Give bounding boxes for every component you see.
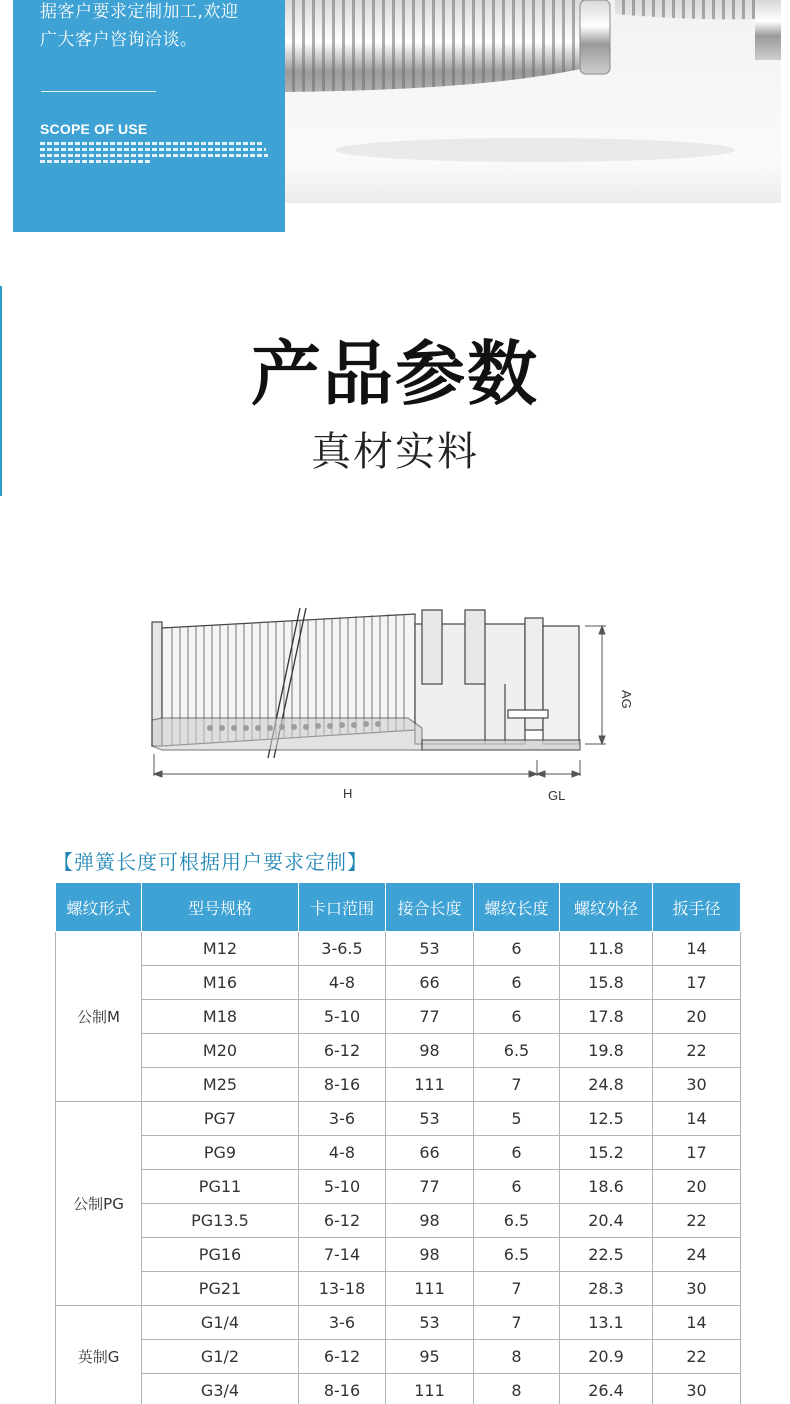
intro-text-line: 广大客户咨询洽谈。 <box>40 30 198 50</box>
table-cell: 28.3 <box>560 1272 653 1306</box>
table-cell: M25 <box>142 1068 299 1102</box>
table-cell: 111 <box>386 1374 474 1404</box>
table-row <box>56 1204 741 1238</box>
table-cell: 22 <box>653 1034 741 1068</box>
table-cell: 13.1 <box>560 1306 653 1340</box>
table-cell: M20 <box>142 1034 299 1068</box>
column-header: 卡口范围 <box>299 883 386 932</box>
table-cell: 19.8 <box>560 1034 653 1068</box>
table-row <box>56 966 741 1000</box>
table-cell: 6.5 <box>474 1034 560 1068</box>
table-cell: G3/4 <box>142 1374 299 1404</box>
table-cell: 15.8 <box>560 966 653 1000</box>
product-photo <box>285 0 781 203</box>
table-cell: 6 <box>474 1136 560 1170</box>
table-cell: PG21 <box>142 1272 299 1306</box>
table-cell: PG9 <box>142 1136 299 1170</box>
table-cell: 18.6 <box>560 1170 653 1204</box>
dimension-ag-label: AG <box>619 690 634 709</box>
column-header: 螺纹外径 <box>560 883 653 932</box>
table-cell: 6 <box>474 932 560 966</box>
column-header: 接合长度 <box>386 883 474 932</box>
table-row <box>56 1272 741 1306</box>
spec-table <box>55 882 741 1404</box>
table-row <box>56 1306 741 1340</box>
table-cell: 5-10 <box>299 1000 386 1034</box>
table-cell: 98 <box>386 1034 474 1068</box>
thread-type-cell: 公制M <box>56 932 142 1102</box>
divider <box>41 91 156 92</box>
table-cell: 5 <box>474 1102 560 1136</box>
table-row <box>56 1000 741 1034</box>
table-row <box>56 1068 741 1102</box>
table-cell: 7-14 <box>299 1238 386 1272</box>
table-row <box>56 1170 741 1204</box>
table-cell: 77 <box>386 1170 474 1204</box>
table-cell: 17.8 <box>560 1000 653 1034</box>
table-cell: PG13.5 <box>142 1204 299 1238</box>
table-cell: 4-8 <box>299 966 386 1000</box>
column-header: 扳手径 <box>653 883 741 932</box>
table-cell: 30 <box>653 1374 741 1404</box>
table-cell: M18 <box>142 1000 299 1034</box>
thread-type-cell: 公制PG <box>56 1102 142 1306</box>
table-cell: 95 <box>386 1340 474 1374</box>
table-cell: 66 <box>386 1136 474 1170</box>
thread-type-cell: 英制G <box>56 1306 142 1404</box>
table-cell: 22 <box>653 1204 741 1238</box>
table-header-row <box>56 883 741 932</box>
table-cell: 15.2 <box>560 1136 653 1170</box>
table-cell: 17 <box>653 1136 741 1170</box>
table-cell: PG11 <box>142 1170 299 1204</box>
page-subtitle: 真材实料 <box>311 429 479 475</box>
dimension-gl-label: GL <box>548 788 566 803</box>
table-cell: 98 <box>386 1204 474 1238</box>
table-cell: 20.4 <box>560 1204 653 1238</box>
table-cell: 22.5 <box>560 1238 653 1272</box>
scope-fine-print <box>40 142 268 166</box>
column-header: 螺纹长度 <box>474 883 560 932</box>
table-cell: 24.8 <box>560 1068 653 1102</box>
table-row <box>56 1238 741 1272</box>
table-row <box>56 1340 741 1374</box>
table-cell: G1/4 <box>142 1306 299 1340</box>
table-cell: 6.5 <box>474 1238 560 1272</box>
scope-title: SCOPE OF USE <box>40 121 148 137</box>
column-header: 螺纹形式 <box>56 883 142 932</box>
table-cell: 7 <box>474 1068 560 1102</box>
table-cell: 14 <box>653 1306 741 1340</box>
table-cell: 66 <box>386 966 474 1000</box>
table-cell: G1/2 <box>142 1340 299 1374</box>
table-cell: 4-8 <box>299 1136 386 1170</box>
table-cell: 8 <box>474 1374 560 1404</box>
page-title: 产品参数 <box>251 333 539 415</box>
table-row <box>56 1102 741 1136</box>
table-cell: M12 <box>142 932 299 966</box>
table-cell: 7 <box>474 1272 560 1306</box>
table-cell: 3-6 <box>299 1306 386 1340</box>
table-cell: M16 <box>142 966 299 1000</box>
table-cell: PG16 <box>142 1238 299 1272</box>
table-row <box>56 1034 741 1068</box>
table-cell: 20 <box>653 1170 741 1204</box>
table-cell: 7 <box>474 1306 560 1340</box>
table-cell: 17 <box>653 966 741 1000</box>
table-cell: 13-18 <box>299 1272 386 1306</box>
table-cell: 53 <box>386 932 474 966</box>
table-cell: 53 <box>386 1102 474 1136</box>
table-cell: 8 <box>474 1340 560 1374</box>
table-cell: PG7 <box>142 1102 299 1136</box>
table-cell: 6 <box>474 966 560 1000</box>
table-cell: 111 <box>386 1068 474 1102</box>
table-cell: 20.9 <box>560 1340 653 1374</box>
table-cell: 6.5 <box>474 1204 560 1238</box>
intro-text-line: 据客户要求定制加工,欢迎 <box>40 2 239 22</box>
table-cell: 6 <box>474 1000 560 1034</box>
table-cell: 98 <box>386 1238 474 1272</box>
table-cell: 111 <box>386 1272 474 1306</box>
table-cell: 5-10 <box>299 1170 386 1204</box>
table-cell: 14 <box>653 1102 741 1136</box>
table-cell: 30 <box>653 1068 741 1102</box>
table-cell: 6-12 <box>299 1204 386 1238</box>
top-banner <box>0 0 790 240</box>
table-cell: 14 <box>653 932 741 966</box>
table-cell: 6-12 <box>299 1340 386 1374</box>
column-header: 型号规格 <box>142 883 299 932</box>
table-row <box>56 1374 741 1404</box>
table-cell: 11.8 <box>560 932 653 966</box>
table-cell: 24 <box>653 1238 741 1272</box>
table-row <box>56 932 741 966</box>
table-cell: 6-12 <box>299 1034 386 1068</box>
table-cell: 8-16 <box>299 1374 386 1404</box>
table-cell: 8-16 <box>299 1068 386 1102</box>
table-cell: 20 <box>653 1000 741 1034</box>
table-cell: 53 <box>386 1306 474 1340</box>
technical-drawing <box>140 600 640 815</box>
dimension-h-label: H <box>343 786 353 801</box>
table-cell: 30 <box>653 1272 741 1306</box>
table-cell: 3-6 <box>299 1102 386 1136</box>
table-row <box>56 1136 741 1170</box>
intro-text <box>40 0 280 54</box>
table-cell: 12.5 <box>560 1102 653 1136</box>
table-cell: 77 <box>386 1000 474 1034</box>
spring-length-note: 【弹簧长度可根据用户要求定制】 <box>53 850 368 874</box>
table-cell: 26.4 <box>560 1374 653 1404</box>
table-cell: 6 <box>474 1170 560 1204</box>
table-cell: 22 <box>653 1340 741 1374</box>
table-cell: 3-6.5 <box>299 932 386 966</box>
